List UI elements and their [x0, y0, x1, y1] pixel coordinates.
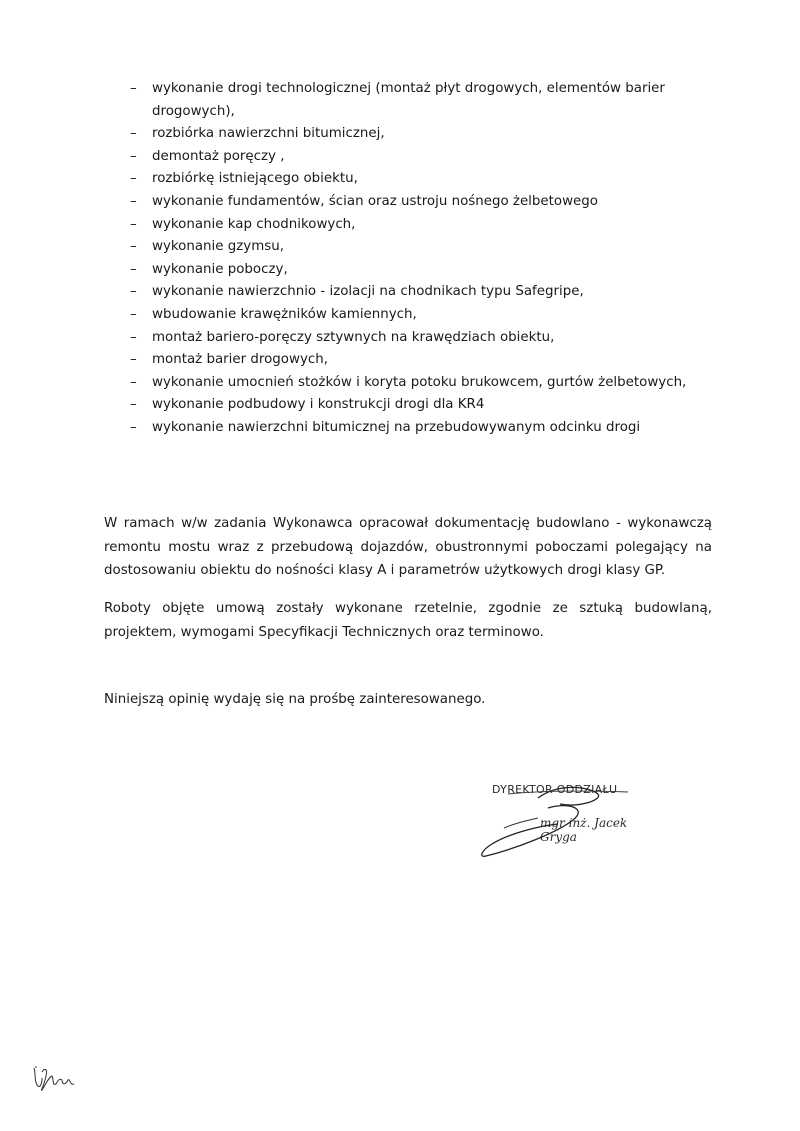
works-list — [130, 78, 730, 440]
signature-title: DYREKTOR ODDZIAŁU — [492, 783, 618, 796]
list-item: – rozbiórkę istniejącego obiektu, — [130, 168, 730, 191]
list-item: – wykonanie umocnień stożków i koryta potoku brukowcem, gurtów żelbetowych, — [130, 372, 730, 395]
list-item: – demontaż poręczy , — [130, 146, 730, 169]
list-item: – wykonanie fundamentów, ścian oraz ustroju nośnego żelbetowego — [130, 191, 730, 214]
signature-stamp — [478, 778, 648, 868]
list-item: – wykonanie poboczy, — [130, 259, 730, 282]
list-item: – wykonanie kap chodnikowych, — [130, 214, 730, 237]
quality-paragraph: Roboty objęte umową zostały wykonane rzetelnie, zgodnie ze sztuką budowlaną, projektem, wymogami Specyfikacji Technicznych oraz terminowo. — [104, 601, 712, 640]
list-item: – wykonanie nawierzchnio - izolacji na chodnikach typu Safegripe, — [130, 281, 730, 304]
list-item: – montaż barier drogowych, — [130, 349, 730, 372]
list-item: – wykonanie nawierzchni bitumicznej na przebudowywanym odcinku drogi — [130, 417, 730, 440]
handwritten-initials-icon — [30, 1064, 80, 1094]
list-item: – rozbiórka nawierzchni bitumicznej, — [130, 123, 730, 146]
signature-name: mgr inż. Jacek Gryga — [540, 816, 628, 844]
list-item: – montaż bariero-poręczy sztywnych na krawędziach obiektu, — [130, 327, 730, 350]
list-item: – wykonanie gzymsu, — [130, 236, 730, 259]
scope-paragraph: W ramach w/w zadania Wykonawca opracował dokumentację budowlano - wykonawczą remontu mostu wraz z przebudową dojazdów, obustronnymi poboczami polegający na dostosowaniu obiektu do nośności klasy A i parametrów użytkowych drogi klasy GP. — [104, 516, 712, 578]
list-item: – wykonanie podbudowy i konstrukcji drogi dla KR4 — [130, 394, 730, 417]
closing-paragraph: Niniejszą opinię wydaję się na prośbę zainteresowanego. — [104, 692, 486, 707]
list-item: – wykonanie drogi technologicznej (montaż płyt drogowych, elementów barier drogowych), — [130, 78, 692, 123]
handwritten-signature-icon — [478, 778, 648, 868]
list-item: – wbudowanie krawężników kamiennych, — [130, 304, 730, 327]
